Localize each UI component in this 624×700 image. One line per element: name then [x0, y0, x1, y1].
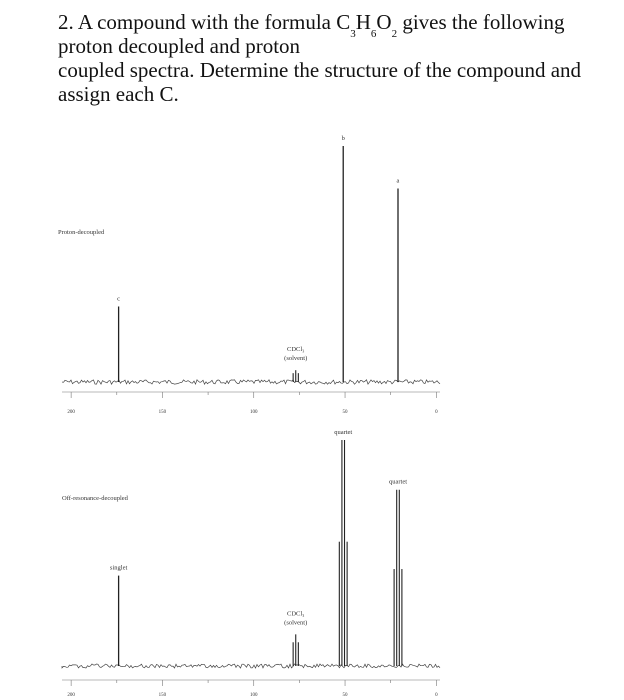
peak-label: c	[117, 295, 121, 303]
question-line-2: proton decoupled and proton	[58, 34, 301, 58]
peak-label: quartet	[388, 478, 408, 486]
formula-subscript-h: 6	[370, 28, 377, 41]
x-tick-label: 200	[67, 410, 75, 415]
x-tick-label: 0	[435, 410, 438, 415]
formula-element-o: O	[376, 10, 392, 34]
spectrum-label: Proton-decoupled	[58, 229, 105, 236]
x-tick-label: 150	[158, 410, 167, 415]
question-intro: A compound with the formula	[77, 10, 337, 34]
formula-element-c: C	[336, 10, 351, 34]
x-tick-label: 200	[67, 693, 75, 698]
solvent-annotation: CDCl₃	[287, 610, 305, 618]
spectrum-label: Off-resonance-decoupled	[62, 495, 128, 502]
peak-label: singlet	[109, 564, 128, 572]
peak-label: quartet	[334, 429, 353, 436]
proton-decoupled-spectrum	[58, 135, 440, 415]
solvent-annotation: CDCl₃	[287, 346, 305, 354]
x-tick-label: 150	[158, 693, 167, 698]
question-line-3: coupled spectra. Determine the structure of the compound and	[58, 58, 582, 82]
off-resonance-decoupled-spectrum	[62, 429, 440, 698]
solvent-annotation: (solvent)	[284, 355, 308, 363]
formula-subscript-o: 2	[391, 28, 398, 41]
x-tick-label: 0	[435, 693, 438, 698]
peak-label: b	[341, 135, 345, 142]
x-tick-label: 50	[342, 693, 348, 698]
x-tick-label: 100	[249, 693, 258, 698]
question-number: 2.	[58, 10, 74, 34]
question-line-4: assign each C.	[58, 82, 179, 106]
formula-element-h: H	[355, 10, 371, 34]
x-tick-label: 100	[249, 410, 258, 415]
x-tick-label: 50	[342, 410, 348, 415]
solvent-annotation: (solvent)	[284, 619, 308, 627]
formula-subscript-c: 3	[350, 28, 356, 41]
peak-label: a	[396, 177, 400, 185]
question-line-1-end: gives the following	[397, 10, 565, 34]
